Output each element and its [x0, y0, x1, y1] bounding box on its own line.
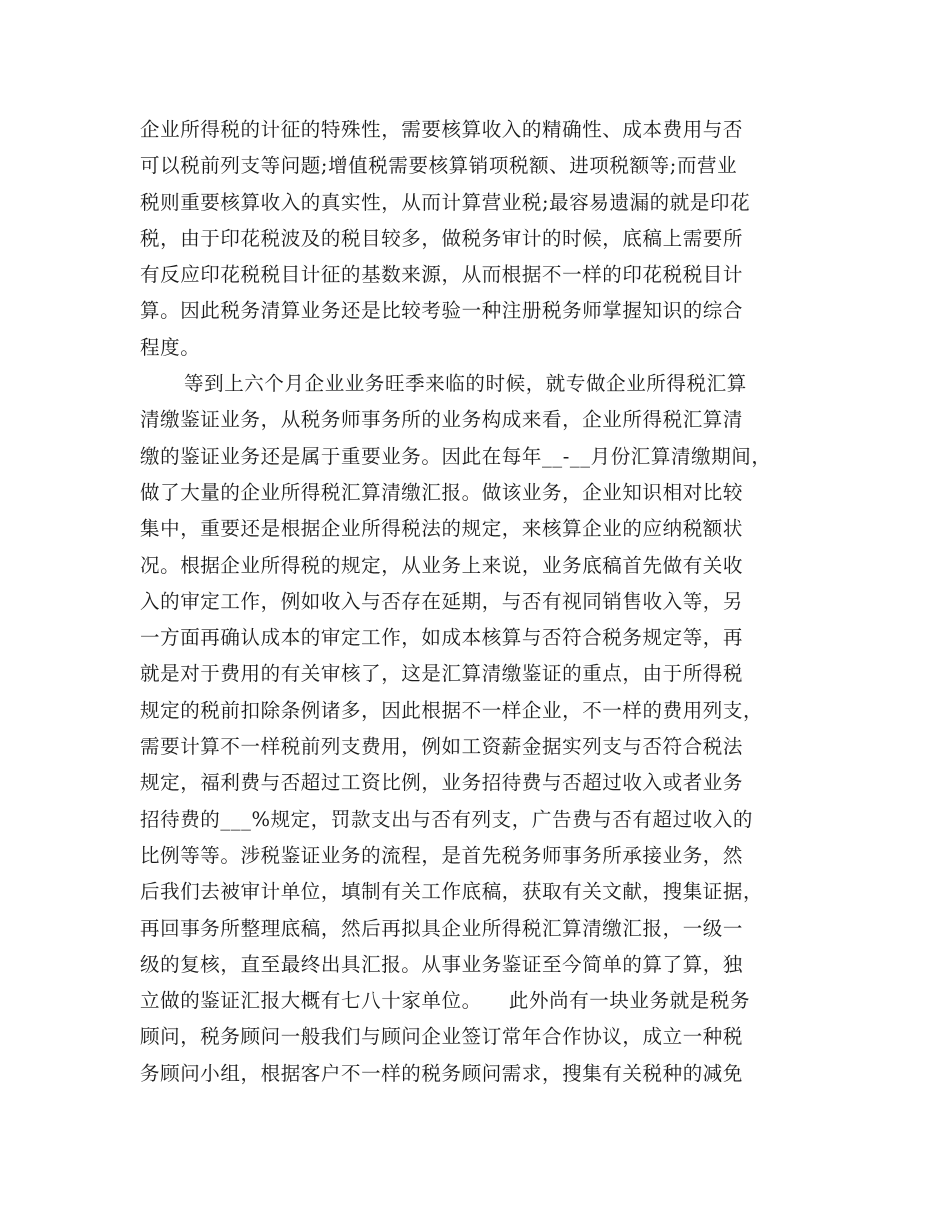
text-line: 集中，重要还是根据企业所得税法的规定，来核算企业的应纳税额状 — [140, 517, 744, 541]
text-line: 况。根据企业所得税的规定，从业务上来说，业务底稿首先做有关收 — [140, 553, 744, 577]
text-line: 税，由于印花税波及的税目较多，做税务审计的时候，底稿上需要所 — [140, 226, 744, 250]
text-line: 比例等等。涉税鉴证业务的流程，是首先税务师事务所承接业务，然 — [140, 843, 744, 867]
text-line: 企业所得税的计征的特殊性，需要核算收入的精确性、成本费用与否 — [140, 118, 744, 141]
text-line: 后我们去被审计单位，填制有关工作底稿，获取有关文献，搜集证据， — [140, 880, 764, 904]
text-line: 需要计算不一样税前列支费用，例如工资薪金据实列支与否符合税法 — [140, 735, 744, 759]
text-line: 做了大量的企业所得税汇算清缴汇报。做该业务，企业知识相对比较 — [140, 480, 744, 504]
text-line: 缴的鉴证业务还是属于重要业务。因此在每年__-__月份汇算清缴期间， — [140, 444, 772, 468]
paragraph-first-line: 等到上六个月企业业务旺季来临的时候，就专做企业所得税汇算 — [184, 372, 747, 396]
text-line: 一方面再确认成本的审定工作，如成本核算与否符合税务规定等，再 — [140, 626, 744, 650]
text-line: 就是对于费用的有关审核了，这是汇算清缴鉴证的重点，由于所得税 — [140, 662, 744, 686]
text-line: 招待费的___%规定，罚款支出与否有列支，广告费与否有超过收入的 — [140, 807, 753, 831]
text-line: 税则重要核算收入的真实性，从而计算营业税;最容易遗漏的就是印花 — [140, 190, 751, 214]
document-body — [140, 112, 820, 1092]
text-line: 程度。 — [140, 335, 201, 359]
text-line: 算。因此税务清算业务还是比较考验一种注册税务师掌握知识的综合 — [140, 299, 744, 323]
text-line: 规定的税前扣除条例诸多，因此根据不一样企业，不一样的费用列支， — [140, 698, 764, 722]
text-line: 有反应印花税税目计征的基数来源，从而根据不一样的印花税税目计 — [140, 263, 744, 287]
text-line: 再回事务所整理底稿，然后再拟具企业所得税汇算清缴汇报，一级一 — [140, 916, 744, 940]
text-line: 级的复核，直至最终出具汇报。从事业务鉴证至今简单的算了算，独 — [140, 952, 744, 976]
text-line: 入的审定工作，例如收入与否存在延期，与否有视同销售收入等，另 — [140, 589, 744, 613]
text-line: 立做的鉴证汇报大概有七八十家单位。 此外尚有一块业务就是税务 — [140, 989, 751, 1013]
text-line: 规定，福利费与否超过工资比例，业务招待费与否超过收入或者业务 — [140, 771, 744, 795]
text-line: 顾问，税务顾问一般我们与顾问企业签订常年合作协议，成立一种税 — [140, 1025, 744, 1049]
text-line: 务顾问小组，根据客户不一样的税务顾问需求，搜集有关税种的减免 — [140, 1061, 744, 1085]
text-line: 清缴鉴证业务，从税务师事务所的业务构成来看，企业所得税汇算清 — [140, 408, 744, 432]
text-line: 可以税前列支等问题;增值税需要核算销项税额、进项税额等;而营业 — [140, 154, 738, 178]
